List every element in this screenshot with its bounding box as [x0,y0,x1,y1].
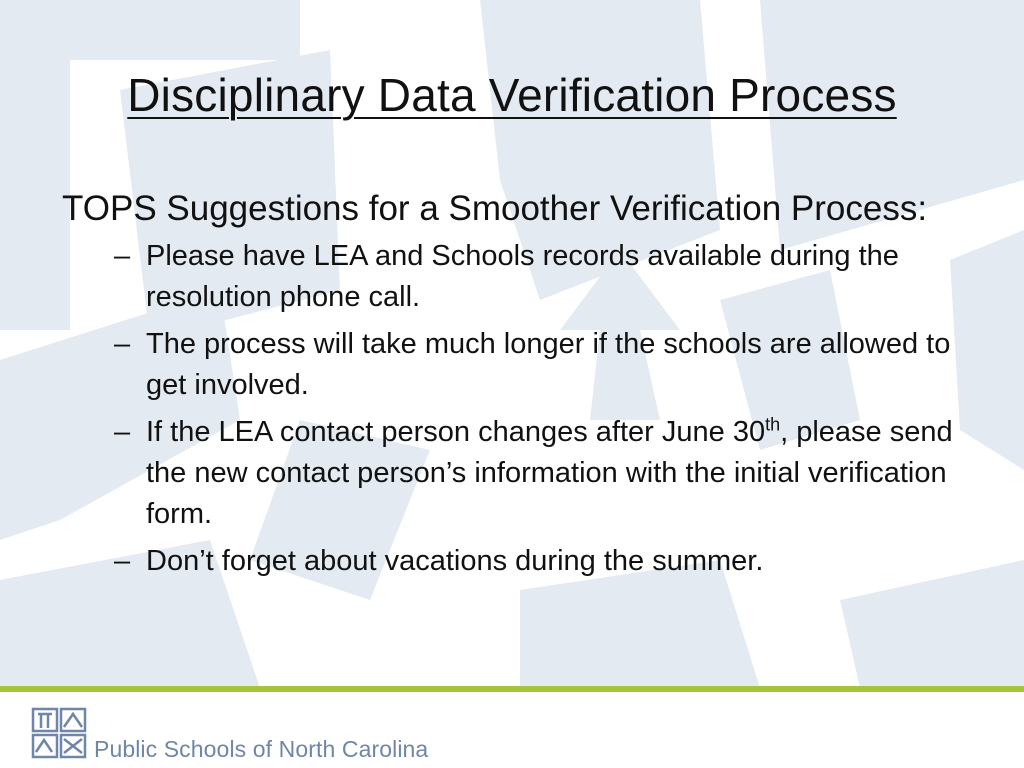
slide-body [62,188,962,588]
intro-text: TOPS Suggestions for a Smoother Verification Process: [62,189,928,228]
bullet-text: Don’t forget about vacations during the summer. [146,545,764,577]
list-item [62,324,962,406]
slide-title: Disciplinary Data Verification Process [127,69,897,121]
sub-bullet-list [62,236,962,582]
nc-public-schools-logo-icon [30,706,88,760]
bullet-dash: – [114,416,131,448]
bullet-dash: – [114,240,131,272]
list-item [62,412,962,535]
list-item [62,236,962,318]
bullet-dash: – [114,328,131,360]
bullet-text-before: If the LEA contact person changes after June 30 [146,416,766,448]
organization-name: Public Schools of North Carolina [94,736,429,762]
ordinal-suffix: th [765,414,781,435]
list-item [62,541,962,582]
bullet-dash: – [114,545,131,577]
bullet-text-after: , please send the new contact person’s information with the initial verification form. [146,416,953,530]
bullet-text: Please have LEA and Schools records available during the resolution phone call. [146,240,899,313]
bullet-text: The process will take much longer if the schools are allowed to get involved. [146,328,951,401]
